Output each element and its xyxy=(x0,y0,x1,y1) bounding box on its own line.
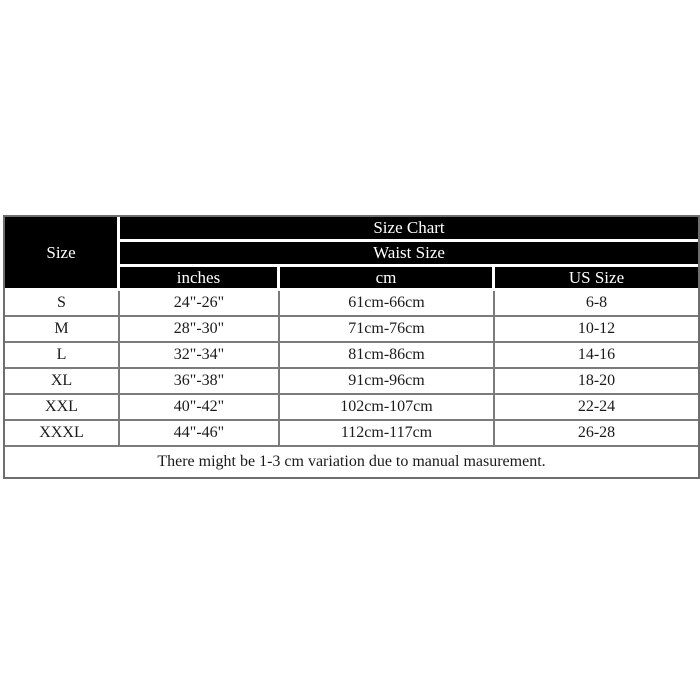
size-corner-header: Size xyxy=(5,217,120,291)
us-size-cell: 26-28 xyxy=(495,421,698,447)
cm-cell: 81cm-86cm xyxy=(280,343,495,369)
footnote-row xyxy=(5,447,698,477)
us-size-cell: 22-24 xyxy=(495,395,698,421)
table-row xyxy=(5,369,698,395)
cm-cell: 112cm-117cm xyxy=(280,421,495,447)
inches-cell: 24"-26" xyxy=(120,291,280,317)
size-chart-table xyxy=(3,215,700,479)
table-row xyxy=(5,317,698,343)
table-row xyxy=(5,395,698,421)
table-header xyxy=(5,217,698,291)
cm-cell: 102cm-107cm xyxy=(280,395,495,421)
size-cell: S xyxy=(5,291,120,317)
column-header-cm: cm xyxy=(280,267,495,291)
us-size-cell: 14-16 xyxy=(495,343,698,369)
us-size-cell: 18-20 xyxy=(495,369,698,395)
cm-cell: 61cm-66cm xyxy=(280,291,495,317)
inches-cell: 28"-30" xyxy=(120,317,280,343)
inches-cell: 32"-34" xyxy=(120,343,280,369)
size-cell: M xyxy=(5,317,120,343)
table-title: Size Chart xyxy=(120,217,698,242)
table-row xyxy=(5,291,698,317)
column-header-inches: inches xyxy=(120,267,280,291)
inches-cell: 36"-38" xyxy=(120,369,280,395)
us-size-cell: 10-12 xyxy=(495,317,698,343)
inches-cell: 40"-42" xyxy=(120,395,280,421)
us-size-cell: 6-8 xyxy=(495,291,698,317)
cm-cell: 71cm-76cm xyxy=(280,317,495,343)
column-header-us-size: US Size xyxy=(495,267,698,291)
size-cell: XL xyxy=(5,369,120,395)
size-cell: L xyxy=(5,343,120,369)
title-row xyxy=(5,217,698,242)
table-body xyxy=(5,291,698,477)
table-subtitle: Waist Size xyxy=(120,242,698,267)
table-row xyxy=(5,343,698,369)
table-row xyxy=(5,421,698,447)
footnote-text: There might be 1-3 cm variation due to manual masurement. xyxy=(5,447,698,477)
inches-cell: 44"-46" xyxy=(120,421,280,447)
cm-cell: 91cm-96cm xyxy=(280,369,495,395)
size-cell: XXXL xyxy=(5,421,120,447)
size-cell: XXL xyxy=(5,395,120,421)
